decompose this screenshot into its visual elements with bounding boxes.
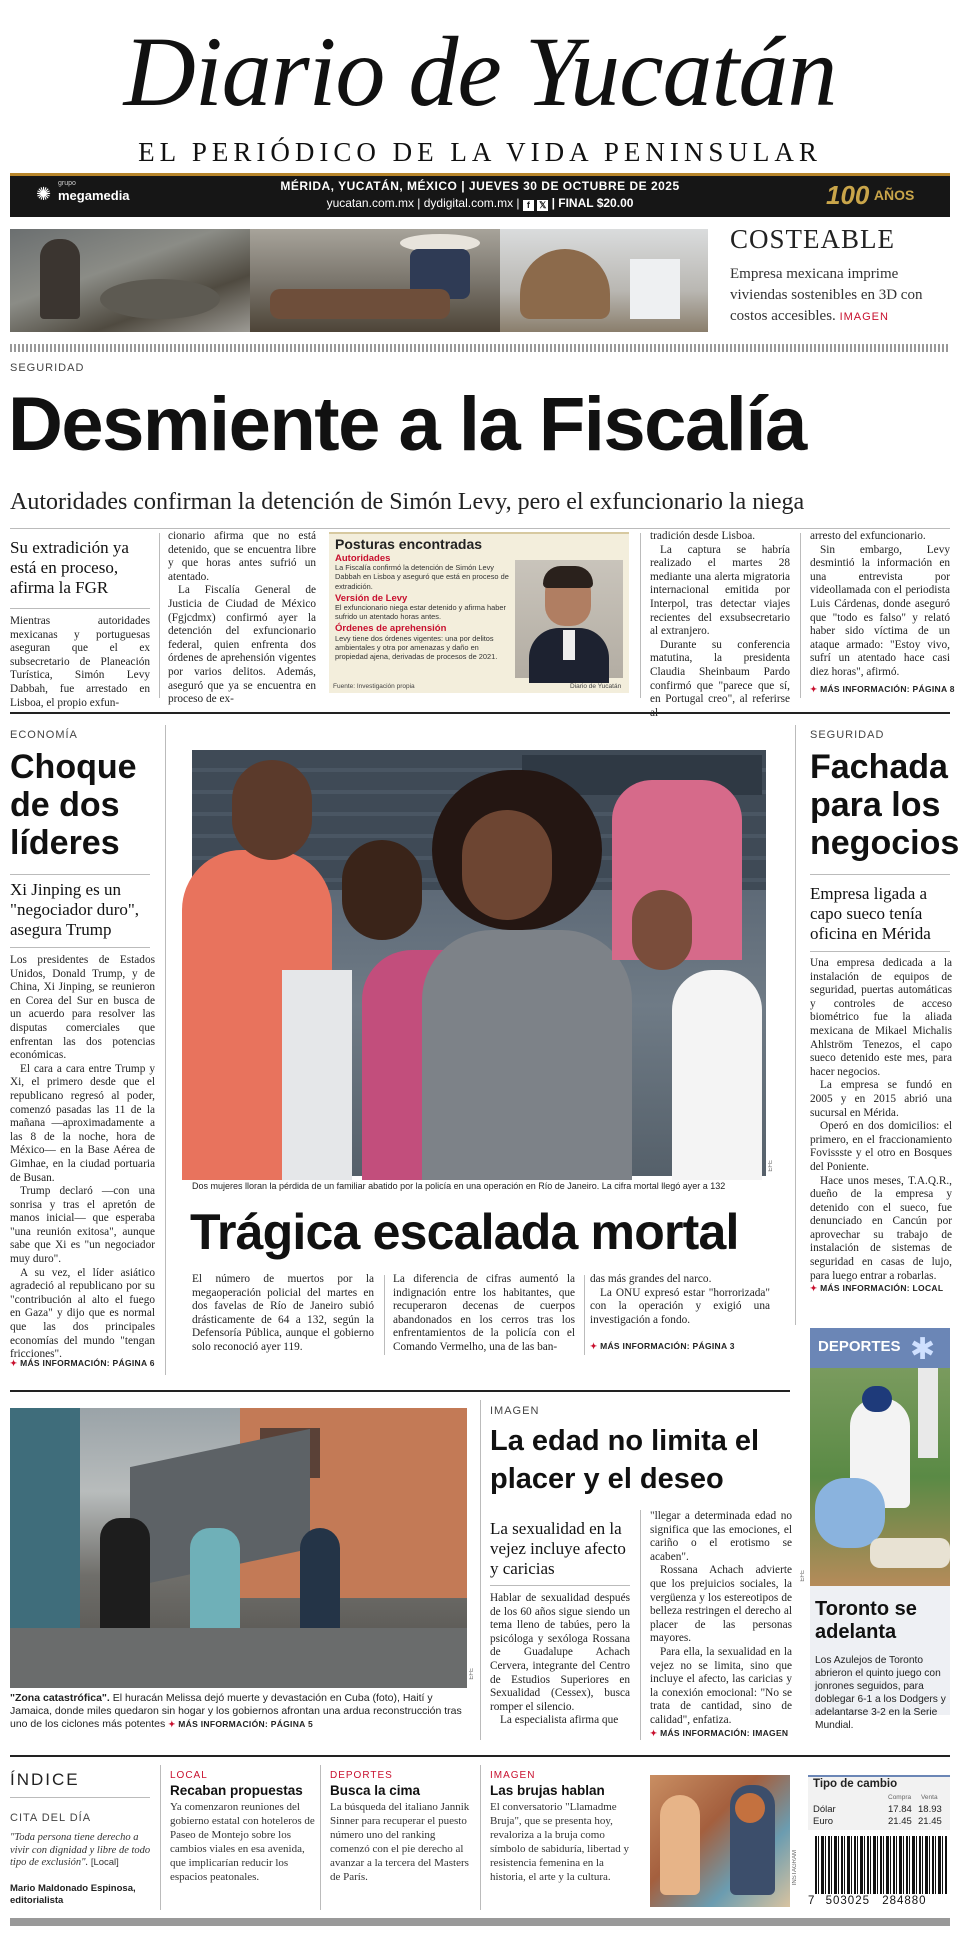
lead-more-link[interactable]: ✦ MÁS INFORMACIÓN: PÁGINA 8 bbox=[810, 684, 955, 695]
exchange-sell: 18.93 bbox=[918, 1804, 942, 1815]
lead-col2-p1: cionario afirma que no está detenido, que se encuentra libre y que horas antes sufrió un atentado. bbox=[168, 530, 316, 583]
seguridad-headline[interactable]: Fachada para los negocios bbox=[810, 748, 960, 862]
teaser-photo-2[interactable] bbox=[250, 229, 500, 332]
lead-subhead-rule bbox=[10, 608, 150, 609]
cuba-more-link[interactable]: ✦ MÁS INFORMACIÓN: PÁGINA 5 bbox=[168, 1719, 313, 1729]
exchange-row bbox=[813, 1816, 948, 1827]
posture-text: La Fiscalía confirmó la detención de Simón Levy Dabbah en Lisboa y aseguró que está en proceso de extradición. bbox=[335, 563, 509, 591]
barcode-mid: 503025 bbox=[825, 1895, 870, 1907]
index-item-title: Busca la cima bbox=[330, 1783, 421, 1798]
quote-label: CITA DEL DÍA bbox=[10, 1812, 92, 1824]
quote-tag: [Local] bbox=[90, 1857, 119, 1868]
teaser-section[interactable]: IMAGEN bbox=[839, 311, 889, 323]
brujas-credit: INSTAGRAM bbox=[792, 1850, 798, 1886]
col-rule bbox=[480, 1400, 481, 1740]
col-rule bbox=[159, 533, 160, 698]
col-rule bbox=[584, 1275, 585, 1355]
postures-credit: Diario de Yucatán bbox=[570, 683, 622, 690]
index-item-section: LOCAL bbox=[170, 1770, 208, 1781]
x-social-icon[interactable]: 𝕏 bbox=[539, 200, 547, 210]
index-item[interactable] bbox=[170, 1770, 315, 1910]
postures-list bbox=[335, 554, 510, 661]
lead-col3-p2: La captura se habría realizado el martes 28 mediante una alerta migratoria internacional emitida por Interpol, tras detectar viajes recientes del exsubsecretario al extranjero. bbox=[650, 543, 790, 638]
web-line bbox=[180, 196, 780, 211]
lead-kicker: SEGURIDAD bbox=[10, 362, 85, 374]
seguridad-more-link[interactable]: ✦ MÁS INFORMACIÓN: LOCAL bbox=[810, 1283, 943, 1294]
section-rule bbox=[10, 712, 950, 714]
postures-title: Posturas encontradas bbox=[335, 536, 483, 552]
masthead-title: Diario de Yucatán bbox=[123, 16, 837, 127]
imagen-col2 bbox=[650, 1510, 792, 1726]
rio-col2: La diferencia de cifras aumentó la indignación entre los habitantes, que recuperaron decenas de cuerpos abandonados en los cerros tras los enfrentamientos de la policía con el Comando Vermelho, una de las ban- bbox=[393, 1273, 575, 1353]
exchange-name: Euro bbox=[813, 1816, 834, 1827]
baseball-photo-credit: EFE bbox=[800, 1570, 806, 1582]
barcode-digits bbox=[808, 1895, 953, 1907]
col-rule bbox=[640, 533, 641, 698]
col-rule bbox=[480, 1765, 481, 1910]
cuba-photo[interactable] bbox=[10, 1408, 467, 1688]
exchange-sell: 21.45 bbox=[918, 1816, 942, 1827]
quote-author-name: Mario Maldonado Espinosa, bbox=[10, 1883, 136, 1894]
cuba-caption-text: El huracán Melissa dejó muerte y devastación en Cuba (foto), Haití y Jamaica, donde miles quedaron sin hogar y los gobiernos afrontan una ardua reconstrucción tras uno de los ciclones más potentes bbox=[10, 1692, 462, 1730]
imagen-kicker: IMAGEN bbox=[490, 1405, 540, 1417]
col-rule bbox=[320, 1765, 321, 1910]
index-item-title: Recaban propuestas bbox=[170, 1783, 303, 1798]
exchange-buy: 17.84 bbox=[888, 1804, 912, 1815]
teaser-text bbox=[730, 264, 950, 328]
seguridad-p4: Hace unos meses, T.A.Q.R., dueño de la empresa y detenido con el sueco, fue denunciado en Cancún por aprovechar su trabajo de instalación de sistemas de seguridad en casas de lujo, para luego entrar a robarlas. bbox=[810, 1174, 952, 1282]
teaser-photo-3[interactable] bbox=[500, 229, 708, 332]
web-addresses[interactable]: yucatan.com.mx | dydigital.com.mx | bbox=[326, 196, 520, 210]
seguridad-p3: Operó en dos domicilios: el primero, en el fraccionamiento Fovissste y el otro en Bosques del Poniente. bbox=[810, 1120, 952, 1173]
megamedia-small: grupo bbox=[58, 180, 76, 187]
quote-author bbox=[10, 1883, 160, 1907]
seguridad-p2: La empresa se fundó en 2005 y en 2015 abrió una sucursal en Mérida. bbox=[810, 1079, 952, 1119]
cuba-caption bbox=[10, 1692, 475, 1731]
index-item-title: Las brujas hablan bbox=[490, 1783, 605, 1798]
baseball-photo[interactable] bbox=[810, 1368, 950, 1586]
footer-bar bbox=[10, 1918, 950, 1926]
posture-text: El exfuncionario niega estar detenido y afirma haber sufrido un atentado horas antes. bbox=[335, 603, 506, 622]
economia-p3: Trump declaró —con una sonrisa y tras el apretón de manos inicial— que esperaba "una reunión exitosa", aunque sabe que Xi es "un negociador muy duro". bbox=[10, 1185, 155, 1266]
rio-more-link[interactable]: ✦ MÁS INFORMACIÓN: PÁGINA 3 bbox=[590, 1341, 735, 1352]
imagen-col1-p1: Hablar de sexualidad después de los 60 años sigue siendo un tema lleno de tabúes, pero la psicóloga y sexóloga Rossana de Guadalupe Achach Cervera, integrante del Centro de Estudios Superiores en Sexualidad (Cessex), busca romper el silencio. bbox=[490, 1592, 630, 1713]
rio-caption: Dos mujeres lloran la pérdida de un familiar abatido por la policía en una operación en Río de Janeiro. La cifra mortal llegó ayer a 132 bbox=[192, 1181, 726, 1191]
lead-col4 bbox=[810, 530, 950, 680]
col-rule bbox=[165, 725, 166, 1375]
deportes-text: Los Azulejos de Toronto abrieron el quinto juego con jonrones seguidos, para doblegar 6-1 a los Dodgers y adelantarse 3-2 en la Serie Mundial. bbox=[815, 1655, 946, 1731]
imagen-col2-p2: Rossana Achach advierte que los prejuicios sociales, la vergüenza y los estereotipos de belleza restringen el derecho al placer de las personas mayores. bbox=[650, 1564, 792, 1645]
economia-body bbox=[10, 954, 155, 1361]
dateline: MÉRIDA, YUCATÁN, MÉXICO | JUEVES 30 DE OCTUBRE DE 2025 bbox=[280, 179, 680, 193]
facebook-icon[interactable]: f bbox=[523, 200, 534, 211]
barcode-left: 7 bbox=[808, 1895, 816, 1907]
index-item[interactable] bbox=[330, 1770, 475, 1910]
megamedia-icon: ✺ bbox=[36, 184, 52, 204]
economia-rule bbox=[10, 947, 150, 948]
exchange-title: Tipo de cambio bbox=[813, 1778, 898, 1790]
lead-col2 bbox=[168, 530, 316, 706]
megamedia-logo bbox=[36, 180, 136, 210]
economia-headline[interactable]: Choque de dos líderes bbox=[10, 748, 137, 862]
seguridad-rule bbox=[810, 874, 950, 875]
posture-item bbox=[335, 594, 510, 622]
seguridad-p1: Una empresa dedicada a la instalación de equipos de seguridad, puertas automáticas y controles de acceso biométrico fue la aliada mexicana de Mikael Michalis Ahlström Tenezos, el capo sueco detenido este mes, para hacer negocios. bbox=[810, 957, 952, 1078]
imagen-col1 bbox=[490, 1592, 630, 1740]
col-rule bbox=[795, 725, 796, 1325]
barcode bbox=[815, 1836, 947, 1894]
cuba-caption-bold: "Zona catastrófica". bbox=[10, 1692, 110, 1704]
anniversary-badge bbox=[826, 180, 936, 210]
index-item-section: IMAGEN bbox=[490, 1770, 536, 1781]
economia-more-link[interactable]: ✦ MÁS INFORMACIÓN: PÁGINA 6 bbox=[10, 1358, 155, 1369]
economia-p2: El cara a cara entre Trump y Xi, el primero desde que el republicano regresó al poder, comenzó pasadas las 11 de la mañana —aproximadamente a las 8 de la noche, hora de México— en la Base Aérea de Gimhae, en la ciudad portuaria de Busan. bbox=[10, 1062, 155, 1184]
exchange-row bbox=[813, 1804, 948, 1815]
lead-col3-p1: tradición desde Lisboa. bbox=[650, 530, 756, 542]
dotted-divider bbox=[10, 344, 950, 352]
lead-col3-p3: Durante su conferencia matutina, la presidenta Claudia Sheinbaum Pardo confirmó que "parece que sí, en Portugal creo", al referirse bbox=[650, 638, 790, 706]
price: | FINAL $20.00 bbox=[551, 196, 634, 210]
economia-rule bbox=[10, 874, 150, 875]
deportes-label[interactable]: DEPORTES bbox=[818, 1338, 901, 1355]
megamedia-name: megamedia bbox=[58, 188, 130, 203]
exchange-col-sell: Venta bbox=[920, 1794, 938, 1801]
rio-col3 bbox=[590, 1273, 770, 1343]
rio-col3-p2: La ONU expresó estar "horrorizada" con la operación y exigió una investigación a fondo. bbox=[590, 1286, 770, 1326]
economia-kicker: ECONOMÍA bbox=[10, 729, 78, 741]
quote-author-role: editorialista bbox=[10, 1895, 64, 1906]
imagen-subhead: La sexualidad en la vejez incluye afecto y caricias bbox=[490, 1519, 626, 1578]
seguridad-rule bbox=[810, 951, 950, 952]
col-rule bbox=[800, 533, 801, 698]
anniversary-number: 100 bbox=[826, 180, 870, 210]
quote-block bbox=[10, 1832, 155, 1870]
exchange-col-buy: Compra bbox=[888, 1794, 912, 1801]
col-rule bbox=[160, 1765, 161, 1910]
posture-item bbox=[335, 624, 510, 661]
lead-col3 bbox=[650, 530, 790, 706]
lead-rule bbox=[10, 528, 950, 529]
imagen-col2-p1: "llegar a determinada edad no significa que las emociones, el cariño o el erotismo se acaben". bbox=[650, 1510, 792, 1563]
index-item-text: La búsqueda del italiano Jannik Sinner para recuperar el puesto número uno del ranking comenzó con el pie derecho al avanzar a la tercera del Masters de París. bbox=[330, 1801, 470, 1883]
posture-item bbox=[335, 554, 510, 591]
index-item-text: Ya comenzaron reuniones del gobierno estatal con hoteleros de Paseo de Montejo sobre los cambios viales en esa avenida, que implicarían reducir los espacios peatonales. bbox=[170, 1801, 315, 1883]
cuba-photo-credit: EFE bbox=[469, 1668, 475, 1680]
imagen-more-link[interactable]: ✦ MÁS INFORMACIÓN: IMAGEN bbox=[650, 1728, 788, 1739]
rio-photo[interactable] bbox=[192, 750, 766, 1176]
deportes-label-bar bbox=[810, 1328, 950, 1368]
posture-head: Autoridades bbox=[335, 553, 391, 564]
economia-subhead: Xi Jinping es un "negociador duro", asegura Trump bbox=[10, 880, 140, 939]
masthead-tagline: EL PERIÓDICO DE LA VIDA PENINSULAR bbox=[138, 137, 822, 167]
barcode-right: 284880 bbox=[882, 1895, 927, 1907]
posture-head: Órdenes de aprehensión bbox=[335, 623, 447, 635]
index-rule bbox=[10, 1797, 150, 1798]
teaser-photo-1[interactable] bbox=[10, 229, 250, 332]
index-item-section: DEPORTES bbox=[330, 1770, 393, 1781]
rio-headline[interactable]: Trágica escalada mortal bbox=[190, 1204, 739, 1260]
exchange-name: Dólar bbox=[813, 1804, 836, 1815]
lead-col1: Mientras autoridades mexicanas y portuguesas aseguran que el ex subsecretario de Planeación Turística, Simón Levy Dabbah, fue arrestado en Lisboa, el propio exfun- bbox=[10, 615, 150, 709]
seguridad-subhead: Empresa ligada a capo sueco tenía oficina en Mérida bbox=[810, 884, 931, 943]
exchange-head bbox=[888, 1794, 948, 1801]
lead-col4-p1: arresto del exfuncionario. bbox=[810, 530, 926, 542]
rio-col3-p1: das más grandes del narco. bbox=[590, 1273, 712, 1285]
imagen-rule bbox=[490, 1585, 630, 1586]
teaser-title[interactable]: COSTEABLE bbox=[730, 224, 896, 254]
seguridad-kicker: SEGURIDAD bbox=[810, 729, 885, 741]
section-rule bbox=[10, 1390, 790, 1392]
postures-source: Fuente: Investigación propia bbox=[333, 683, 415, 690]
index-item[interactable] bbox=[490, 1770, 638, 1910]
lead-col2-p2: La Fiscalía General de Justicia de Ciudad de México (Fgjcdmx) confirmó ayer la detención del exfuncionario federal, quien enfrenta dos órdenes de aprehensión vigentes por varios delitos. Además, aseguró que ya se encuentra en proceso de ex- bbox=[168, 584, 316, 706]
posture-head: Versión de Levy bbox=[335, 592, 408, 604]
imagen-col1-p2: La especialista afirma que bbox=[500, 1714, 619, 1727]
col-rule bbox=[384, 1275, 385, 1355]
deportes-headline[interactable]: Toronto se adelanta bbox=[815, 1598, 917, 1643]
anniversary-word: AÑOS bbox=[873, 187, 915, 203]
lead-col4-p2: Sin embargo, Levy desmintió la información en una entrevista por videollamada con el periodista Luis Cárdenas, donde aseguró que "todo es falso" y relató haber sido víctima de un ataque armado: "Estoy vivo, sufrí un atentado hace casi diez horas", afirmó. bbox=[810, 543, 950, 678]
rio-col1: El número de muertos por la megaoperación policial del martes en dos favelas de Río de Janeiro subió drásticamente de 64 a 132, según la Defensoría Pública, aunque el gobierno solo reconoció ayer 119. bbox=[192, 1273, 374, 1353]
lead-deck: Autoridades confirman la detención de Simón Levy, pero el exfuncionario la niega bbox=[10, 489, 805, 515]
imagen-headline[interactable]: La edad no limita el placer y el deseo bbox=[490, 1425, 760, 1495]
economia-p4: A su vez, el líder asiático agradeció al republicano por su "contribución al alto el fuego en Gaza" y dijo que es normal que las dos principales economías del mundo "tengan fricciones". bbox=[10, 1266, 155, 1361]
imagen-col2-p3: Para ella, la sexualidad en la vejez no se limita, sino que incluye el afecto, las caricias y la conexión emocional: "No se trata de cantidad, sino de calidad", enfatiza. bbox=[650, 1645, 792, 1726]
snowflake-icon: ✱ bbox=[910, 1333, 936, 1366]
levy-portrait[interactable] bbox=[515, 560, 623, 678]
seguridad-body bbox=[810, 957, 952, 1282]
lead-headline[interactable]: Desmiente a la Fiscalía bbox=[8, 382, 806, 467]
index-item-text: El conversatorio "Llamadme Bruja", que se presenta hoy, revaloriza a la bruja como símbolo de sabiduría, libertad y resistencia femenina en la historia, el arte y la cultura. bbox=[490, 1801, 629, 1883]
section-rule bbox=[10, 1755, 950, 1757]
lead-subhead: Su extradición ya está en proceso, afirma la FGR bbox=[10, 538, 129, 597]
brujas-artwork[interactable] bbox=[650, 1775, 790, 1907]
teaser-body: Empresa mexicana imprime viviendas sostenibles en 3D con costos accesibles. bbox=[730, 266, 923, 324]
posture-text: Levy tiene dos órdenes vigentes: una por delitos ambientales y otra por amenazas y daño en propiedad ajena, derivadas de procesos de 2021. bbox=[335, 633, 498, 662]
economia-p1: Los presidentes de Estados Unidos, Donald Trump, y de China, Xi Jinping, se reunieron en Corea del Sur en busca de un acuerdo para resolver las disputas comerciales que enfrentan las dos potencias económicas. bbox=[10, 954, 155, 1062]
exchange-buy: 21.45 bbox=[888, 1816, 912, 1827]
col-rule bbox=[640, 1510, 641, 1740]
index-title: ÍNDICE bbox=[10, 1770, 80, 1789]
quote-text: "Toda persona tiene derecho a vivir con dignidad y libre de todo tipo de exclusión". bbox=[10, 1832, 151, 1868]
rio-photo-credit: EFE bbox=[768, 1160, 774, 1172]
